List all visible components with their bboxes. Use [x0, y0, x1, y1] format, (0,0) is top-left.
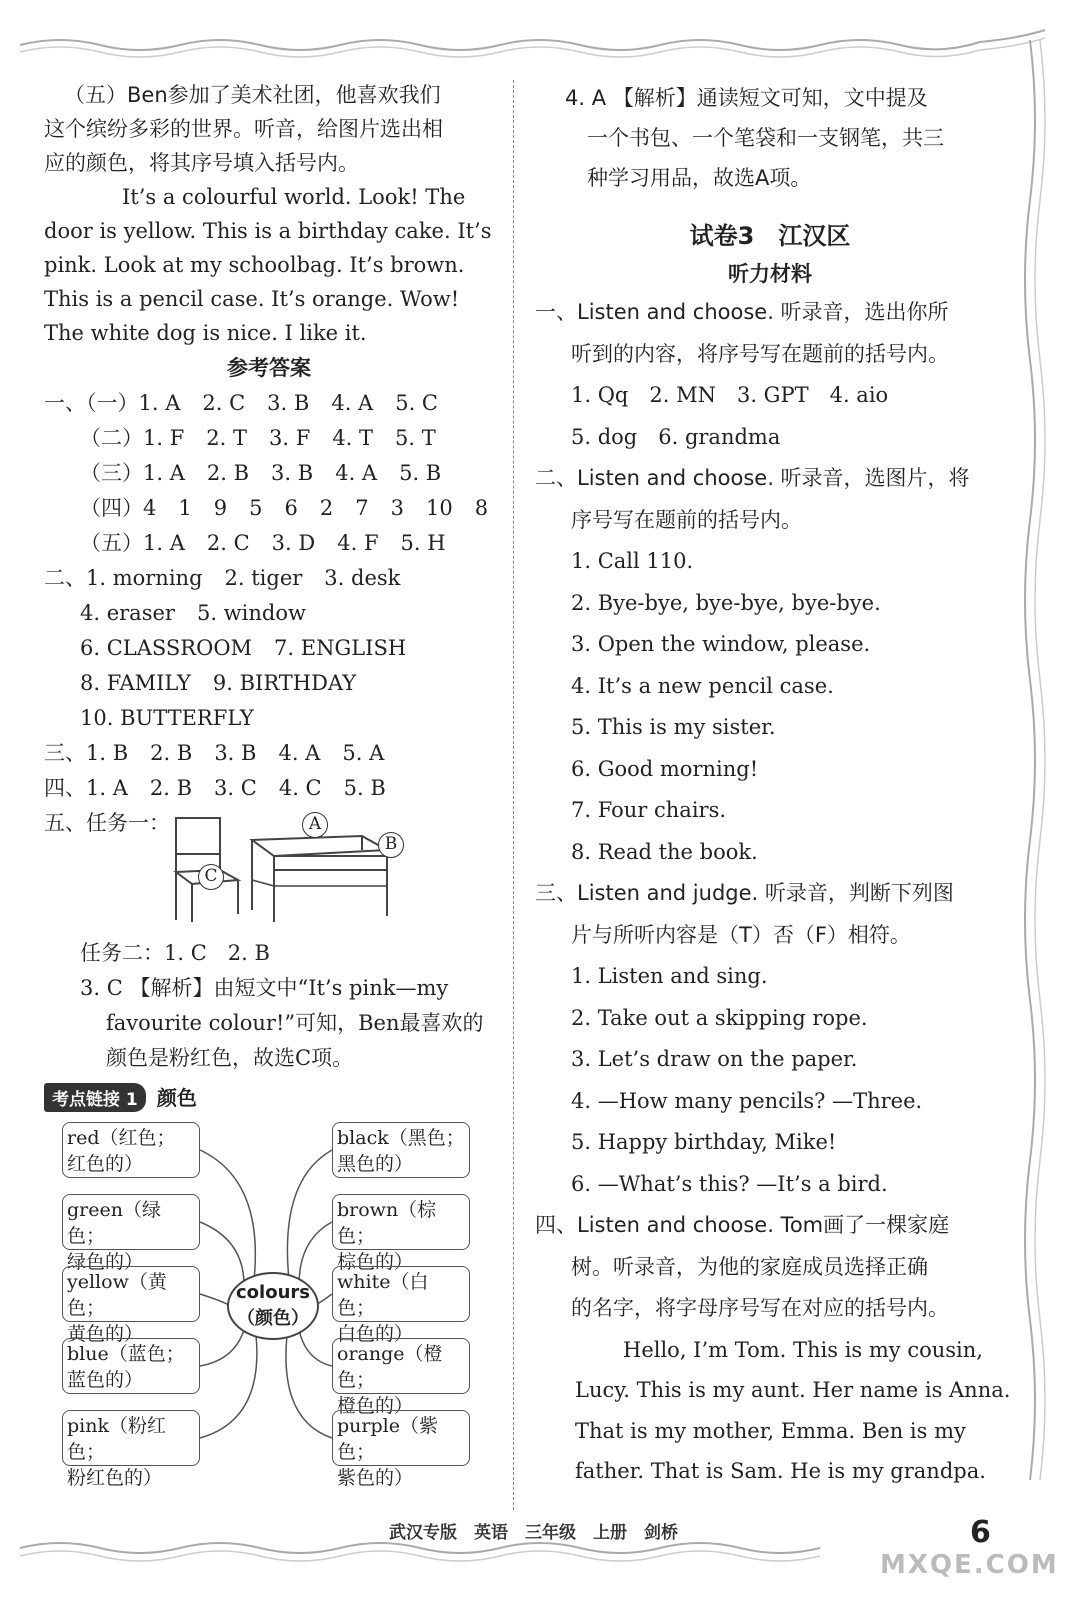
section3-item: 3. Let’s draw on the paper.: [571, 1047, 858, 1071]
color-term: green（绿色；: [67, 1199, 161, 1247]
label-a: A: [302, 812, 328, 838]
color-box-brown: [332, 1194, 470, 1273]
answer-item: 1: [178, 496, 192, 520]
section3-heading: 片与所听内容是（T）否（F）相符。: [571, 922, 911, 947]
passage-line: This is a pencil case. It’s orange. Wow!: [44, 287, 460, 311]
answer-row: [44, 631, 494, 666]
answer-item: 10. BUTTERFLY: [80, 706, 254, 730]
answer-item: 4. C: [278, 776, 322, 800]
answer-item: 4. A: [278, 741, 321, 765]
answer-prefix: （二）: [80, 426, 143, 450]
center-word-zh: （颜色）: [237, 1308, 309, 1329]
answer-item: 3. F: [269, 426, 311, 450]
section1-item: 1. Qq 2. MN 3. GPT 4. aio: [571, 383, 889, 407]
color-box-white: [332, 1266, 470, 1345]
answer-item: 2. C: [206, 531, 250, 555]
answer-item: 1. B: [86, 741, 129, 765]
answer-prefix: （三）: [80, 461, 143, 485]
color-term: brown（棕色；: [337, 1199, 437, 1247]
section4-passage-line: That is my mother, Emma. Ben is my: [575, 1418, 966, 1443]
section1-heading: 听到的内容，将序号写在题前的括号内。: [571, 341, 949, 366]
section2-heading: 序号写在题前的括号内。: [571, 507, 802, 532]
color-term: yellow（黄色；: [67, 1271, 167, 1319]
answers-title: 参考答案: [227, 356, 311, 380]
listening-passage: [44, 180, 494, 350]
section4-heading: 树。听录音，为他的家庭成员选择正确: [571, 1254, 928, 1279]
answer-row: [44, 386, 494, 421]
color-term-zh: 黄色的）: [67, 1323, 144, 1345]
answers-part4: [44, 771, 494, 806]
color-term-zh: 橙色的）: [337, 1395, 414, 1417]
color-box-blue: [62, 1338, 200, 1394]
color-box-green: [62, 1194, 200, 1273]
answer-item: 5: [249, 496, 263, 520]
answer-item: 1. A: [143, 531, 185, 555]
answer-item: 6: [284, 496, 298, 520]
answer-item: 3. desk: [324, 566, 401, 590]
page-footer: 武汉专版 英语 三年级 上册 剑桥: [389, 1523, 678, 1543]
answer-item: 1. A: [143, 461, 185, 485]
answer-item: 9: [213, 496, 228, 520]
answer-row: [44, 421, 494, 456]
section4-passage-line: Lucy. This is my aunt. Her name is Anna.: [575, 1378, 1011, 1402]
answer-item: 7. ENGLISH: [274, 636, 407, 660]
color-box-pink: [62, 1410, 200, 1489]
answer-item: 5. T: [395, 426, 436, 450]
answer-item: 3: [390, 496, 404, 520]
answer-item: 4. T: [332, 426, 374, 450]
section2-item: 6. Good morning!: [571, 756, 759, 781]
answers-part3: [44, 736, 494, 771]
section3-item: 4. —How many pencils? —Three.: [571, 1088, 923, 1113]
color-term-zh: 蓝色的）: [67, 1369, 144, 1391]
task2-answer: 任务二：1. C 2. B: [80, 941, 270, 965]
answers-part1: [44, 386, 494, 561]
answer-prefix: 一、（一）: [44, 391, 139, 415]
section3-item: 5. Happy birthday, Mike!: [571, 1130, 837, 1154]
key-point-label: 颜色: [156, 1086, 197, 1110]
section4-heading: 的名字，将字母序号写在对应的括号内。: [571, 1296, 949, 1320]
answer-item: 5. B: [343, 776, 386, 800]
color-term: white（白色；: [337, 1271, 429, 1319]
answer-item: 3. B: [267, 391, 310, 415]
color-term-zh: 红色的）: [67, 1153, 144, 1175]
color-term: black（黑色；: [337, 1127, 465, 1149]
section2-item: 1. Call 110.: [571, 549, 694, 573]
answer-row: [44, 596, 494, 631]
answer-item: 3. C: [214, 776, 257, 800]
answer-item: 2. B: [150, 741, 193, 765]
answer-prefix: （四）: [80, 496, 143, 520]
color-term-zh: 棕色的）: [337, 1251, 414, 1273]
colours-center: [227, 1272, 319, 1340]
answer-item: 2. B: [149, 776, 193, 800]
answer-row: [44, 666, 494, 701]
color-term: pink（粉红色；: [67, 1415, 166, 1463]
colours-mindmap: [44, 1120, 484, 1496]
section2-item: 5. This is my sister.: [571, 715, 776, 739]
passage-line: It’s a colourful world. Look! The: [122, 185, 466, 209]
color-box-red: [62, 1122, 200, 1178]
q3-explanation-line: favourite colour!”可知，Ben最喜欢的: [106, 1011, 484, 1035]
color-box-purple: [332, 1410, 470, 1489]
section3-item: 6. —What’s this? —It’s a bird.: [571, 1171, 888, 1196]
answer-item: 4: [143, 496, 157, 520]
color-term: purple（紫色；: [337, 1415, 438, 1463]
color-term-zh: 黑色的）: [337, 1153, 414, 1175]
passage-line: pink. Look at my schoolbag. It’s brown.: [44, 253, 465, 277]
answer-item: 5. B: [399, 461, 442, 485]
key-point-header: [44, 1082, 494, 1112]
intro-line: （五）Ben参加了美术社团，他喜欢我们: [64, 83, 441, 107]
answer-item: 2. C: [202, 391, 246, 415]
q4-explanation-line: 4. A 【解析】通读短文可知，文中提及: [565, 86, 928, 110]
right-column: [535, 78, 1011, 1492]
answer-item: 1. A: [86, 776, 128, 800]
color-term: blue（蓝色；: [67, 1343, 185, 1365]
section2-item: 3. Open the window, please.: [571, 632, 871, 656]
answer-row: [44, 701, 494, 736]
answer-item: 2: [319, 496, 334, 520]
answer-item: 1. F: [143, 426, 185, 450]
answer-item: 4. eraser: [80, 601, 175, 625]
answer-row: [44, 561, 494, 596]
answer-prefix: 二、: [44, 566, 86, 590]
q4-explanation-line: 种学习用品，故选A项。: [587, 166, 812, 190]
color-term-zh: 白色的）: [337, 1323, 414, 1345]
answer-item: 4. F: [337, 531, 379, 555]
section3-heading: 三、Listen and judge. 听录音，判断下列图: [535, 881, 954, 905]
color-term: orange（橙色；: [337, 1343, 443, 1391]
answer-item: 5. H: [400, 531, 446, 555]
passage-line: The white dog is nice. I like it.: [44, 321, 367, 345]
section4-passage-line: Hello, I’m Tom. This is my cousin,: [623, 1337, 983, 1362]
passage-intro: [44, 78, 494, 180]
answer-item: 3. B: [214, 741, 257, 765]
section3-item: 1. Listen and sing.: [571, 964, 768, 988]
answer-item: 4. A: [331, 391, 374, 415]
q3-explanation-line: 颜色是粉红色，故选C项。: [106, 1046, 354, 1070]
section1-heading: 一、Listen and choose. 听录音，选出你所: [535, 300, 949, 324]
answer-item: 8: [474, 496, 489, 520]
section3-item: 2. Take out a skipping rope.: [571, 1005, 868, 1030]
center-word: colours: [236, 1282, 310, 1303]
key-point-tag: 考点链接 1: [44, 1083, 146, 1112]
answer-item: 10: [426, 496, 453, 520]
answer-item: 5. window: [196, 601, 306, 625]
section4-heading: 四、Listen and choose. Tom画了一棵家庭: [535, 1213, 950, 1237]
answers-part5-task1: [44, 806, 494, 932]
answer-item: 3. B: [271, 461, 314, 485]
answer-prefix: 三、: [44, 741, 86, 765]
passage-line: door is yellow. This is a birthday cake. It’s: [44, 219, 492, 243]
color-box-black: [332, 1122, 470, 1178]
section2-item: 2. Bye-bye, bye-bye, bye-bye.: [571, 590, 881, 615]
color-box-orange: [332, 1338, 470, 1417]
answer-item: 1. morning: [86, 566, 203, 590]
answer-prefix: 五、任务一：: [44, 811, 170, 835]
answer-row: [44, 526, 494, 561]
answer-item: 6. CLASSROOM: [80, 636, 253, 660]
color-term-zh: 绿色的）: [67, 1251, 144, 1273]
section4-passage-line: father. That is Sam. He is my grandpa.: [575, 1459, 986, 1483]
answer-item: 1. A: [138, 391, 181, 415]
chair-desk-illustration: [162, 810, 402, 930]
page-number: 6: [970, 1515, 991, 1550]
color-box-yellow: [62, 1266, 200, 1345]
answer-item: 5. C: [395, 391, 438, 415]
test-title: 试卷3 江汉区: [689, 222, 851, 250]
answer-item: 2. B: [206, 461, 250, 485]
answer-item: 8. FAMILY: [80, 671, 191, 695]
color-term: red（红色；: [67, 1127, 176, 1149]
label-c: C: [198, 864, 224, 890]
answer-item: 9. BIRTHDAY: [212, 671, 357, 695]
column-divider: [513, 80, 515, 1510]
answer-item: 3. D: [271, 531, 316, 555]
answer-row: [44, 456, 494, 491]
section1-item: 5. dog 6. grandma: [571, 424, 781, 449]
section2-item: 7. Four chairs.: [571, 798, 727, 822]
answer-prefix: 四、: [44, 776, 86, 800]
answer-item: 2. tiger: [224, 566, 303, 590]
intro-line: 这个缤纷多彩的世界。听音，给图片选出相: [44, 117, 443, 141]
answer-item: 7: [355, 496, 369, 520]
section2-heading: 二、Listen and choose. 听录音，选图片，将: [535, 466, 970, 490]
section2-item: 8. Read the book.: [571, 839, 758, 864]
answers-part2: [44, 561, 494, 736]
color-term-zh: 粉红色的）: [67, 1467, 163, 1489]
answer-item: 2. T: [206, 426, 248, 450]
watermark: MXQE.COM: [880, 1550, 1059, 1580]
label-b: B: [378, 832, 404, 858]
test-subtitle: 听力材料: [728, 262, 812, 286]
section2-item: 4. It’s a new pencil case.: [571, 673, 834, 698]
color-term-zh: 紫色的）: [337, 1467, 414, 1489]
q3-explanation-line: 3. C 【解析】由短文中“It’s pink—my: [80, 976, 449, 1000]
answer-item: 5. A: [342, 741, 385, 765]
intro-line: 应的颜色，将其序号填入括号内。: [44, 151, 359, 175]
q4-explanation-line: 一个书包、一个笔袋和一支钢笔，共三: [587, 126, 944, 150]
answer-item: 4. A: [335, 461, 378, 485]
answer-row: [44, 491, 494, 526]
left-column: [44, 78, 494, 1496]
answer-prefix: （五）: [80, 531, 143, 555]
